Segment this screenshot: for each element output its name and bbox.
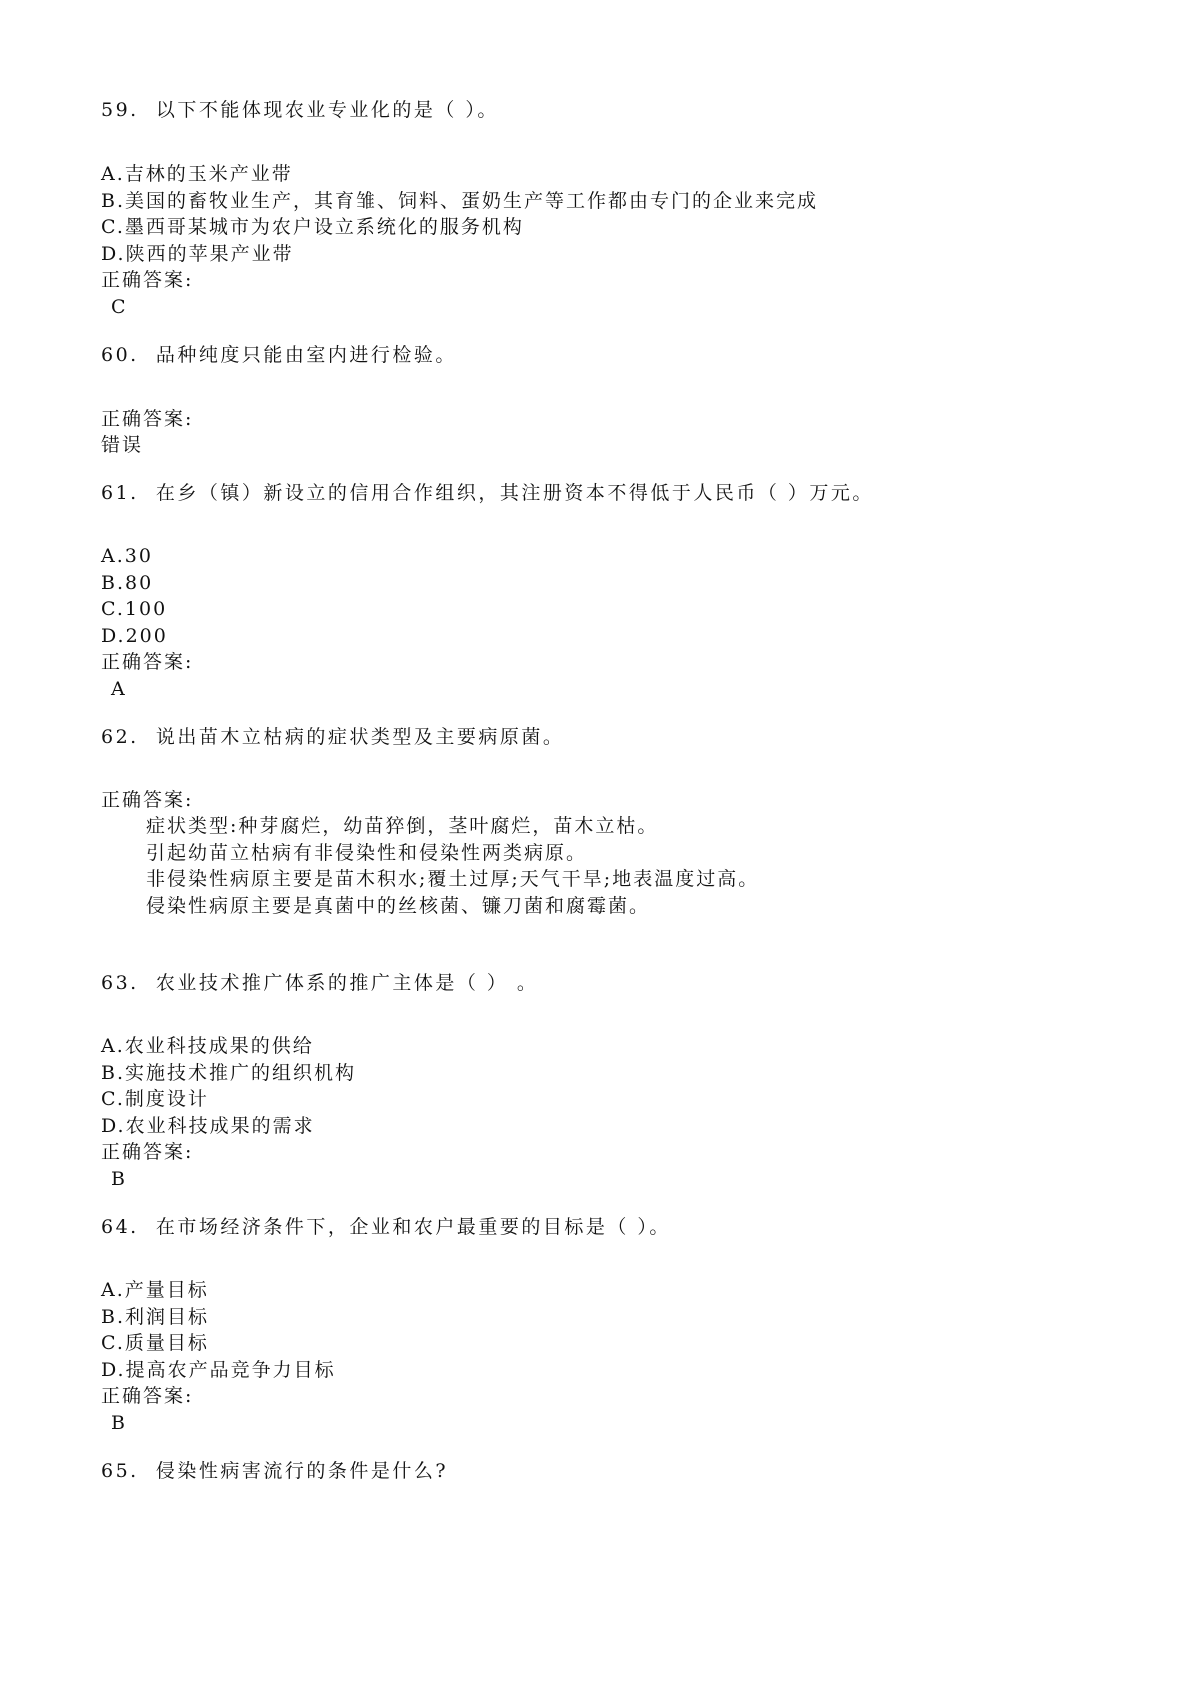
option-a: A.30 (101, 545, 153, 567)
option-b: B.美国的畜牧业生产，其育雏、饲料、蛋奶生产等工作都由专门的企业来完成 (101, 190, 819, 212)
option-a: A.吉林的玉米产业带 (101, 163, 293, 185)
question-stem: 品种纯度只能由室内进行检验。 (155, 344, 457, 366)
question-number: 64. (101, 1216, 139, 1238)
question-61 (101, 480, 874, 506)
option-c: C.墨西哥某城市为农户设立系统化的服务机构 (101, 216, 524, 238)
answer-label: 正确答案: (101, 1141, 194, 1163)
question-number: 63. (101, 972, 139, 994)
answer-value: C (111, 296, 128, 318)
question-number: 62. (101, 726, 139, 748)
answer-label: 正确答案: (101, 1385, 194, 1407)
question-stem: 侵染性病害流行的条件是什么? (155, 1460, 448, 1482)
option-c: C.100 (101, 598, 168, 620)
option-d: D.提高农产品竞争力目标 (101, 1359, 336, 1381)
option-a: A.产量目标 (101, 1279, 209, 1301)
option-d: D.200 (101, 625, 168, 647)
question-62 (101, 724, 564, 750)
option-c: C.制度设计 (101, 1088, 209, 1110)
question-number: 60. (101, 344, 139, 366)
answer-label: 正确答案: (101, 789, 194, 811)
question-number: 61. (101, 482, 139, 504)
question-59 (101, 97, 499, 123)
answer-value: 错误 (101, 434, 144, 456)
answer-value: B (111, 1412, 127, 1434)
answer-value: B (111, 1168, 127, 1190)
question-number: 65. (101, 1460, 139, 1482)
answer-line: 侵染性病原主要是真菌中的丝核菌、镰刀菌和腐霉菌。 (146, 895, 651, 917)
answer-label: 正确答案: (101, 269, 194, 291)
question-stem: 在乡（镇）新设立的信用合作组织，其注册资本不得低于人民币（ ）万元。 (155, 482, 874, 504)
option-a: A.农业科技成果的供给 (101, 1035, 314, 1057)
question-63 (101, 970, 538, 996)
question-stem: 以下不能体现农业专业化的是（ ）。 (155, 99, 499, 121)
answer-line: 症状类型:种芽腐烂，幼苗猝倒，茎叶腐烂，苗木立枯。 (146, 815, 659, 837)
option-b: B.80 (101, 572, 154, 594)
answer-label: 正确答案: (101, 651, 194, 673)
option-b: B.实施技术推广的组织机构 (101, 1062, 357, 1084)
question-64 (101, 1214, 671, 1240)
question-65 (101, 1458, 448, 1484)
answer-value: A (111, 678, 127, 700)
answer-line: 非侵染性病原主要是苗木积水;覆土过厚;天气干旱;地表温度过高。 (146, 868, 760, 890)
question-stem: 在市场经济条件下，企业和农户最重要的目标是（ ）。 (155, 1216, 671, 1238)
answer-label: 正确答案: (101, 408, 194, 430)
option-b: B.利润目标 (101, 1306, 210, 1328)
question-60 (101, 342, 457, 368)
answer-line: 引起幼苗立枯病有非侵染性和侵染性两类病原。 (146, 842, 588, 864)
option-d: D.农业科技成果的需求 (101, 1115, 315, 1137)
question-number: 59. (101, 99, 139, 121)
option-c: C.质量目标 (101, 1332, 209, 1354)
question-stem: 农业技术推广体系的推广主体是（ ） 。 (155, 972, 539, 994)
question-stem: 说出苗木立枯病的症状类型及主要病原菌。 (155, 726, 565, 748)
option-d: D.陕西的苹果产业带 (101, 243, 294, 265)
